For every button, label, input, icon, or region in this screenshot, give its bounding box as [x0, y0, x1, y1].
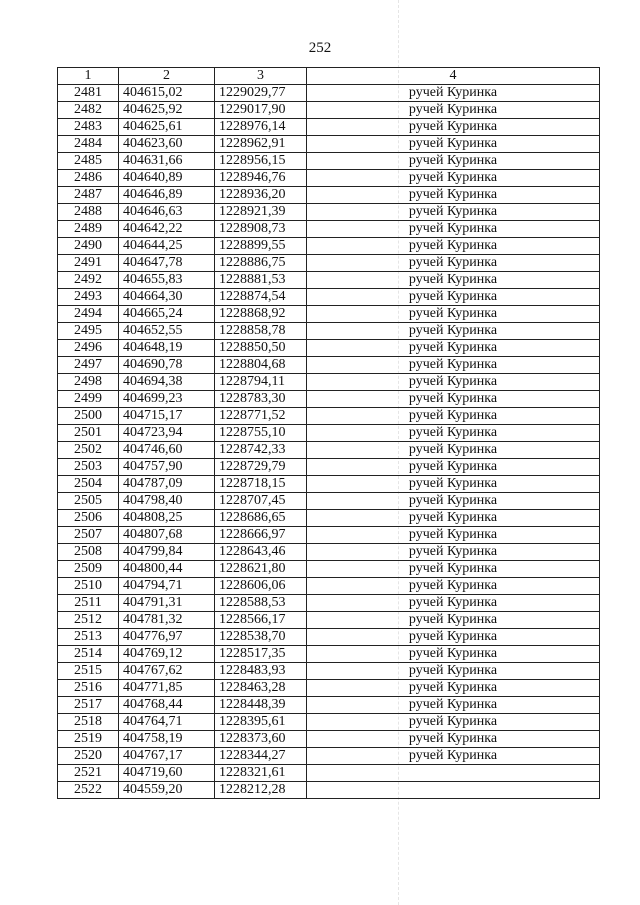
point-number-cell: 2487 — [58, 187, 119, 204]
table-row — [58, 289, 600, 306]
point-number-cell: 2490 — [58, 238, 119, 255]
y-coordinate-cell: 1229029,77 — [215, 85, 307, 102]
coordinates-table — [57, 67, 600, 799]
description-cell: ручей Куринка — [307, 170, 600, 187]
y-coordinate-cell: 1228804,68 — [215, 357, 307, 374]
x-coordinate-cell: 404791,31 — [119, 595, 215, 612]
point-number-cell: 2508 — [58, 544, 119, 561]
table-row — [58, 119, 600, 136]
point-number-cell: 2489 — [58, 221, 119, 238]
point-number-cell: 2499 — [58, 391, 119, 408]
table-row — [58, 731, 600, 748]
x-coordinate-cell: 404798,40 — [119, 493, 215, 510]
point-number-cell: 2520 — [58, 748, 119, 765]
y-coordinate-cell: 1228921,39 — [215, 204, 307, 221]
description-cell: ручей Куринка — [307, 119, 600, 136]
description-cell: ручей Куринка — [307, 442, 600, 459]
description-cell: ручей Куринка — [307, 714, 600, 731]
y-coordinate-cell: 1228588,53 — [215, 595, 307, 612]
point-number-cell: 2494 — [58, 306, 119, 323]
point-number-cell: 2497 — [58, 357, 119, 374]
description-cell: ручей Куринка — [307, 102, 600, 119]
x-coordinate-cell: 404664,30 — [119, 289, 215, 306]
y-coordinate-cell: 1228321,61 — [215, 765, 307, 782]
x-coordinate-cell: 404767,17 — [119, 748, 215, 765]
description-cell: ручей Куринка — [307, 527, 600, 544]
y-coordinate-cell: 1228850,50 — [215, 340, 307, 357]
y-coordinate-cell: 1228908,73 — [215, 221, 307, 238]
description-cell: ручей Куринка — [307, 357, 600, 374]
y-coordinate-cell: 1228868,92 — [215, 306, 307, 323]
y-coordinate-cell: 1228936,20 — [215, 187, 307, 204]
x-coordinate-cell: 404642,22 — [119, 221, 215, 238]
page-number: 252 — [308, 40, 332, 56]
x-coordinate-cell: 404646,63 — [119, 204, 215, 221]
description-cell: ручей Куринка — [307, 238, 600, 255]
point-number-cell: 2506 — [58, 510, 119, 527]
table-row — [58, 595, 600, 612]
x-coordinate-cell: 404794,71 — [119, 578, 215, 595]
description-cell: ручей Куринка — [307, 136, 600, 153]
y-coordinate-cell: 1228858,78 — [215, 323, 307, 340]
y-coordinate-cell: 1228621,80 — [215, 561, 307, 578]
point-number-cell: 2515 — [58, 663, 119, 680]
x-coordinate-cell: 404799,84 — [119, 544, 215, 561]
table-row — [58, 340, 600, 357]
description-cell: ручей Куринка — [307, 187, 600, 204]
description-cell: ручей Куринка — [307, 476, 600, 493]
x-coordinate-cell: 404699,23 — [119, 391, 215, 408]
table-row — [58, 629, 600, 646]
description-cell: ручей Куринка — [307, 612, 600, 629]
y-coordinate-cell: 1228538,70 — [215, 629, 307, 646]
table-row — [58, 357, 600, 374]
y-coordinate-cell: 1228373,60 — [215, 731, 307, 748]
x-coordinate-cell: 404800,44 — [119, 561, 215, 578]
x-coordinate-cell: 404647,78 — [119, 255, 215, 272]
y-coordinate-cell: 1228946,76 — [215, 170, 307, 187]
table-row — [58, 204, 600, 221]
description-cell: ручей Куринка — [307, 306, 600, 323]
description-cell: ручей Куринка — [307, 748, 600, 765]
y-coordinate-cell: 1228755,10 — [215, 425, 307, 442]
table-row — [58, 391, 600, 408]
y-coordinate-cell: 1228517,35 — [215, 646, 307, 663]
table-row — [58, 306, 600, 323]
x-coordinate-cell: 404665,24 — [119, 306, 215, 323]
y-coordinate-cell: 1228463,28 — [215, 680, 307, 697]
point-number-cell: 2496 — [58, 340, 119, 357]
y-coordinate-cell: 1228899,55 — [215, 238, 307, 255]
point-number-cell: 2507 — [58, 527, 119, 544]
y-coordinate-cell: 1228742,33 — [215, 442, 307, 459]
x-coordinate-cell: 404648,19 — [119, 340, 215, 357]
table-row — [58, 102, 600, 119]
table-row — [58, 680, 600, 697]
description-cell: ручей Куринка — [307, 391, 600, 408]
y-coordinate-cell: 1229017,90 — [215, 102, 307, 119]
y-coordinate-cell: 1228794,11 — [215, 374, 307, 391]
x-coordinate-cell: 404769,12 — [119, 646, 215, 663]
table-row — [58, 153, 600, 170]
table-row — [58, 136, 600, 153]
description-cell: ручей Куринка — [307, 629, 600, 646]
y-coordinate-cell: 1228976,14 — [215, 119, 307, 136]
description-cell: ручей Куринка — [307, 425, 600, 442]
description-cell: ручей Куринка — [307, 697, 600, 714]
x-coordinate-cell: 404646,89 — [119, 187, 215, 204]
x-coordinate-cell: 404719,60 — [119, 765, 215, 782]
y-coordinate-cell: 1228707,45 — [215, 493, 307, 510]
x-coordinate-cell: 404694,38 — [119, 374, 215, 391]
x-coordinate-cell: 404787,09 — [119, 476, 215, 493]
table-row — [58, 561, 600, 578]
table-row — [58, 578, 600, 595]
y-coordinate-cell: 1228771,52 — [215, 408, 307, 425]
y-coordinate-cell: 1228448,39 — [215, 697, 307, 714]
column-header-y: 3 — [215, 68, 307, 85]
table-row — [58, 408, 600, 425]
point-number-cell: 2481 — [58, 85, 119, 102]
table-row — [58, 187, 600, 204]
x-coordinate-cell: 404615,02 — [119, 85, 215, 102]
point-number-cell: 2493 — [58, 289, 119, 306]
table-row — [58, 697, 600, 714]
point-number-cell: 2517 — [58, 697, 119, 714]
description-cell — [307, 765, 600, 782]
y-coordinate-cell: 1228566,17 — [215, 612, 307, 629]
x-coordinate-cell: 404625,92 — [119, 102, 215, 119]
point-number-cell: 2498 — [58, 374, 119, 391]
description-cell: ручей Куринка — [307, 561, 600, 578]
description-cell: ручей Куринка — [307, 459, 600, 476]
point-number-cell: 2509 — [58, 561, 119, 578]
table-row — [58, 544, 600, 561]
y-coordinate-cell: 1228881,53 — [215, 272, 307, 289]
point-number-cell: 2511 — [58, 595, 119, 612]
table-row — [58, 170, 600, 187]
x-coordinate-cell: 404690,78 — [119, 357, 215, 374]
x-coordinate-cell: 404758,19 — [119, 731, 215, 748]
point-number-cell: 2518 — [58, 714, 119, 731]
table-row — [58, 85, 600, 102]
x-coordinate-cell: 404715,17 — [119, 408, 215, 425]
y-coordinate-cell: 1228783,30 — [215, 391, 307, 408]
x-coordinate-cell: 404781,32 — [119, 612, 215, 629]
y-coordinate-cell: 1228956,15 — [215, 153, 307, 170]
x-coordinate-cell: 404644,25 — [119, 238, 215, 255]
description-cell: ручей Куринка — [307, 323, 600, 340]
point-number-cell: 2521 — [58, 765, 119, 782]
description-cell: ручей Куринка — [307, 731, 600, 748]
x-coordinate-cell: 404807,68 — [119, 527, 215, 544]
point-number-cell: 2486 — [58, 170, 119, 187]
description-cell: ручей Куринка — [307, 221, 600, 238]
y-coordinate-cell: 1228729,79 — [215, 459, 307, 476]
description-cell: ручей Куринка — [307, 663, 600, 680]
point-number-cell: 2485 — [58, 153, 119, 170]
description-cell: ручей Куринка — [307, 374, 600, 391]
x-coordinate-cell: 404767,62 — [119, 663, 215, 680]
point-number-cell: 2500 — [58, 408, 119, 425]
table-row — [58, 476, 600, 493]
table-row — [58, 374, 600, 391]
description-cell: ручей Куринка — [307, 153, 600, 170]
x-coordinate-cell: 404771,85 — [119, 680, 215, 697]
description-cell: ручей Куринка — [307, 493, 600, 510]
table-row — [58, 765, 600, 782]
x-coordinate-cell: 404655,83 — [119, 272, 215, 289]
point-number-cell: 2484 — [58, 136, 119, 153]
y-coordinate-cell: 1228886,75 — [215, 255, 307, 272]
description-cell: ручей Куринка — [307, 578, 600, 595]
point-number-cell: 2501 — [58, 425, 119, 442]
table-row — [58, 782, 600, 799]
point-number-cell: 2514 — [58, 646, 119, 663]
point-number-cell: 2492 — [58, 272, 119, 289]
x-coordinate-cell: 404808,25 — [119, 510, 215, 527]
description-cell: ручей Куринка — [307, 272, 600, 289]
description-cell: ручей Куринка — [307, 340, 600, 357]
table-row — [58, 255, 600, 272]
point-number-cell: 2505 — [58, 493, 119, 510]
y-coordinate-cell: 1228606,06 — [215, 578, 307, 595]
point-number-cell: 2510 — [58, 578, 119, 595]
y-coordinate-cell: 1228666,97 — [215, 527, 307, 544]
point-number-cell: 2504 — [58, 476, 119, 493]
description-cell: ручей Куринка — [307, 510, 600, 527]
point-number-cell: 2503 — [58, 459, 119, 476]
table-row — [58, 510, 600, 527]
table-row — [58, 442, 600, 459]
y-coordinate-cell: 1228718,15 — [215, 476, 307, 493]
table-row — [58, 612, 600, 629]
x-coordinate-cell: 404559,20 — [119, 782, 215, 799]
table-body — [58, 85, 600, 799]
description-cell: ручей Куринка — [307, 408, 600, 425]
table-row — [58, 272, 600, 289]
description-cell: ручей Куринка — [307, 289, 600, 306]
y-coordinate-cell: 1228643,46 — [215, 544, 307, 561]
y-coordinate-cell: 1228395,61 — [215, 714, 307, 731]
x-coordinate-cell: 404746,60 — [119, 442, 215, 459]
description-cell: ручей Куринка — [307, 595, 600, 612]
x-coordinate-cell: 404776,97 — [119, 629, 215, 646]
table-row — [58, 493, 600, 510]
point-number-cell: 2483 — [58, 119, 119, 136]
x-coordinate-cell: 404768,44 — [119, 697, 215, 714]
table-row — [58, 221, 600, 238]
table-row — [58, 663, 600, 680]
x-coordinate-cell: 404640,89 — [119, 170, 215, 187]
point-number-cell: 2512 — [58, 612, 119, 629]
x-coordinate-cell: 404764,71 — [119, 714, 215, 731]
x-coordinate-cell: 404623,60 — [119, 136, 215, 153]
description-cell: ручей Куринка — [307, 85, 600, 102]
y-coordinate-cell: 1228344,27 — [215, 748, 307, 765]
y-coordinate-cell: 1228874,54 — [215, 289, 307, 306]
y-coordinate-cell: 1228962,91 — [215, 136, 307, 153]
y-coordinate-cell: 1228483,93 — [215, 663, 307, 680]
point-number-cell: 2516 — [58, 680, 119, 697]
table-row — [58, 238, 600, 255]
column-header-description: 4 — [307, 68, 600, 85]
table-row — [58, 323, 600, 340]
table-row — [58, 527, 600, 544]
description-cell: ручей Куринка — [307, 255, 600, 272]
table-row — [58, 459, 600, 476]
point-number-cell: 2519 — [58, 731, 119, 748]
description-cell: ручей Куринка — [307, 680, 600, 697]
point-number-cell: 2488 — [58, 204, 119, 221]
point-number-cell: 2502 — [58, 442, 119, 459]
point-number-cell: 2495 — [58, 323, 119, 340]
y-coordinate-cell: 1228212,28 — [215, 782, 307, 799]
table-row — [58, 748, 600, 765]
point-number-cell: 2513 — [58, 629, 119, 646]
x-coordinate-cell: 404631,66 — [119, 153, 215, 170]
point-number-cell: 2491 — [58, 255, 119, 272]
x-coordinate-cell: 404652,55 — [119, 323, 215, 340]
column-header-number: 1 — [58, 68, 119, 85]
table-row — [58, 646, 600, 663]
table-row — [58, 714, 600, 731]
x-coordinate-cell: 404723,94 — [119, 425, 215, 442]
description-cell: ручей Куринка — [307, 204, 600, 221]
description-cell — [307, 782, 600, 799]
point-number-cell: 2482 — [58, 102, 119, 119]
table-row — [58, 425, 600, 442]
description-cell: ручей Куринка — [307, 544, 600, 561]
x-coordinate-cell: 404625,61 — [119, 119, 215, 136]
y-coordinate-cell: 1228686,65 — [215, 510, 307, 527]
table-header-row — [58, 68, 600, 85]
point-number-cell: 2522 — [58, 782, 119, 799]
description-cell: ручей Куринка — [307, 646, 600, 663]
column-header-x: 2 — [119, 68, 215, 85]
x-coordinate-cell: 404757,90 — [119, 459, 215, 476]
